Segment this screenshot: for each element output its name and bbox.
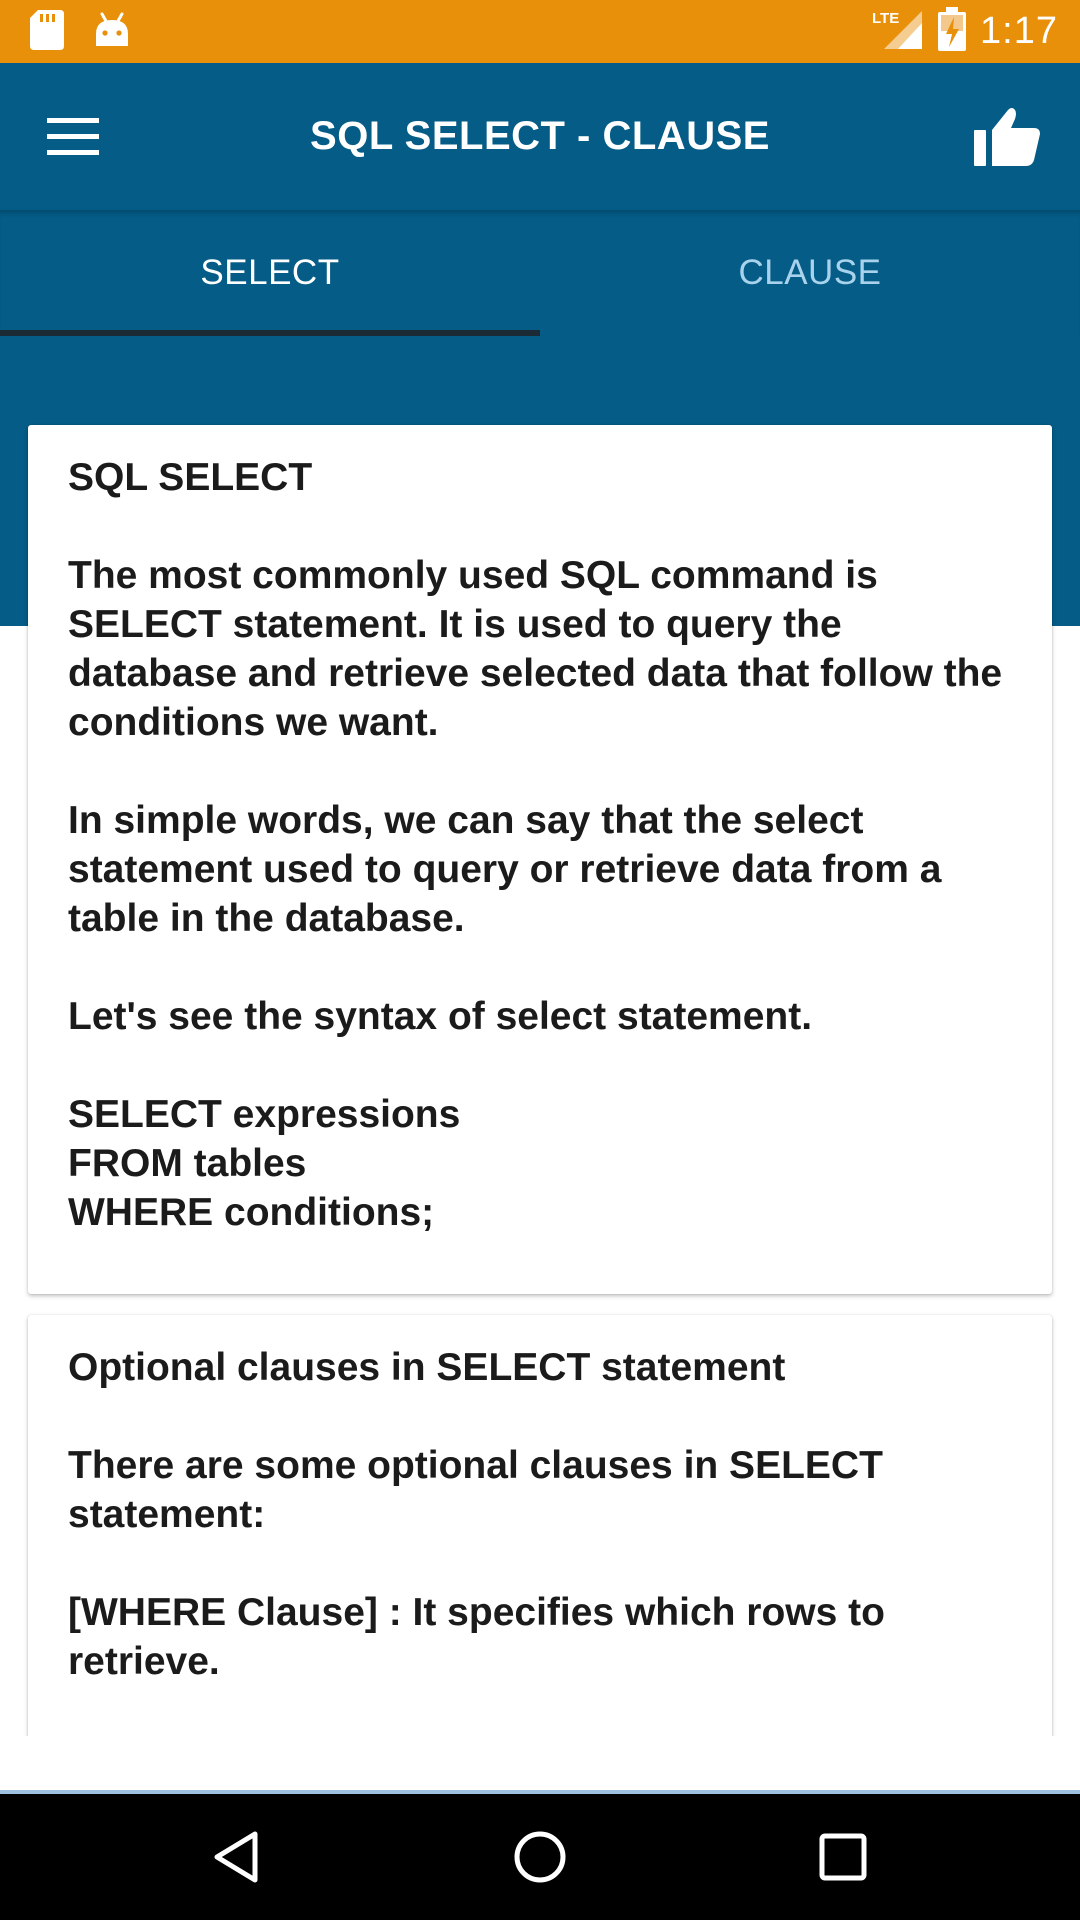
recents-icon <box>818 1832 868 1882</box>
card-paragraph: There are some optional clauses in SELECT statement: <box>68 1444 883 1536</box>
tab-select[interactable] <box>0 210 540 336</box>
card-paragraph: The most commonly used SQL command is SELECT statement. It is used to query the database and retrieve selected data that follow the conditions we want. <box>68 554 1003 744</box>
home-icon <box>512 1829 568 1885</box>
page-title: SQL SELECT - CLAUSE <box>310 114 770 158</box>
card-paragraph: Let's see the syntax of select statement. <box>68 995 813 1038</box>
battery-charging-icon <box>938 7 966 56</box>
tab-select-label: SELECT <box>200 253 340 292</box>
card-heading: SQL SELECT <box>68 456 313 499</box>
status-left-icons <box>30 10 130 55</box>
navigation-bar <box>0 1790 1080 1920</box>
android-icon <box>94 12 130 53</box>
home-button[interactable] <box>505 1822 575 1892</box>
sd-card-icon <box>30 10 64 55</box>
recents-button[interactable] <box>808 1822 878 1892</box>
tab-clause[interactable] <box>540 210 1080 336</box>
tab-clause-label: CLAUSE <box>738 253 882 292</box>
card-paragraph: [WHERE Clause] : It specifies which rows to retrieve. <box>68 1591 885 1683</box>
content-card-optional-clauses <box>28 1315 1052 1736</box>
status-bar <box>0 0 1080 63</box>
network-label: LTE <box>872 10 900 27</box>
syntax-block: SELECT expressions FROM tables WHERE conditions; <box>68 1093 461 1234</box>
thumbs-up-icon <box>974 106 1040 166</box>
signal-icon <box>872 7 924 56</box>
tab-bar <box>0 210 1080 336</box>
status-time: 1:17 <box>980 10 1058 52</box>
card-paragraph: In simple words, we can say that the select statement used to query or retrieve data from a table in the database. <box>68 799 942 940</box>
back-icon <box>211 1830 261 1884</box>
content-card-sql-select <box>28 425 1052 1294</box>
status-right-icons <box>872 0 1058 63</box>
app-bar <box>0 63 1080 210</box>
card-heading: Optional clauses in SELECT statement <box>68 1346 786 1389</box>
like-button[interactable] <box>970 101 1044 171</box>
back-button[interactable] <box>201 1822 271 1892</box>
content-scroll-area[interactable] <box>0 336 1080 1736</box>
